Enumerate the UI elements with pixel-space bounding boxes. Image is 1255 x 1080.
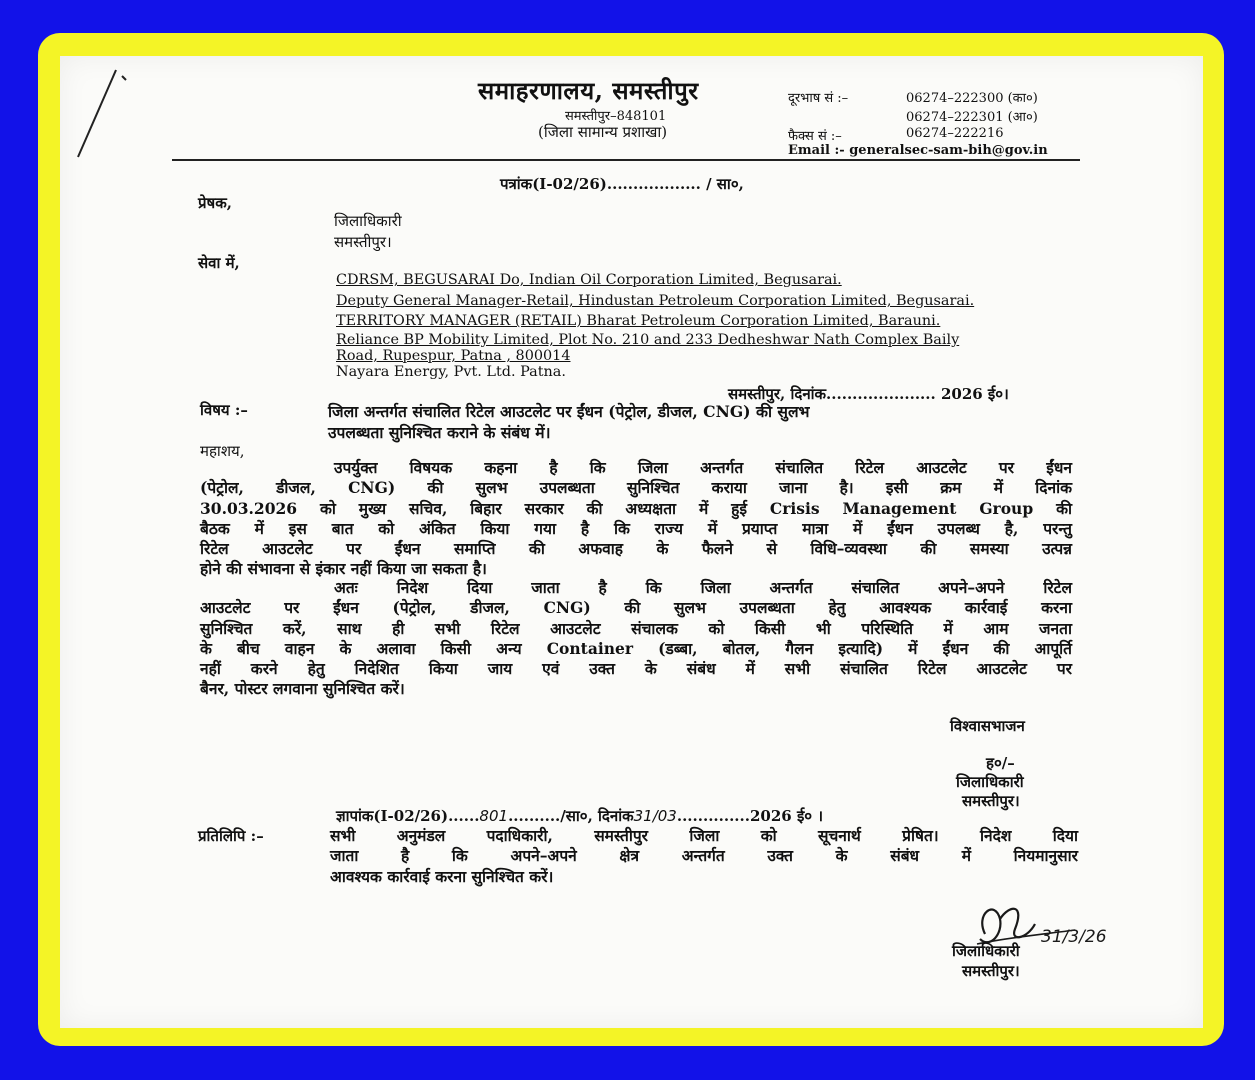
copy-label: प्रतिलिपि :–: [198, 827, 264, 845]
signature-date: 31/3/26: [1041, 927, 1107, 947]
office-branch: (जिला सामान्य प्रशाखा): [538, 123, 668, 141]
phone-label: दूरभाष सं :–: [788, 91, 849, 106]
paragraph-line: सुनिश्चित करें, साथ ही सभी रिटेल आउटलेट संचालक को किसी भी परिस्थिति में आम जनता: [200, 618, 1072, 638]
paragraph-line: अतः निदेश दिया जाता है कि जिला अन्तर्गत संचालित अपने–अपने रिटेल: [334, 578, 1072, 597]
paragraph-line: आउटलेट पर ईंधन (पेट्रोल, डीजल, CNG) की सुलभ उपलब्धता हेतु आवश्यक कार्रवाई करना: [200, 598, 1072, 618]
phone-office: 06274–222300 (का०): [906, 91, 1038, 106]
fax-number: 06274–222216: [906, 126, 1004, 141]
memo-ref-mid: ........../सा०, दिनांक: [508, 807, 634, 825]
letter-document: [60, 56, 1203, 1028]
paragraph-line: सभी अनुमंडल पदाधिकारी, समस्तीपुर जिला को सूचनार्थ प्रेषित। निदेश दिया: [330, 826, 1078, 845]
letter-date: समस्तीपुर, दिनांक..................... 2026 ई०।: [728, 385, 1009, 403]
recipient-line: Nayara Energy, Pvt. Ltd. Patna.: [336, 364, 566, 380]
paragraph-line: रिटेल आउटलेट पर ईंधन समाप्ति की अफवाह के फैलने से विधि–व्यवस्था की समस्या उत्पन्न: [200, 539, 1072, 559]
signatory-designation: जिलाधिकारी: [956, 773, 1024, 791]
signatory-place: समस्तीपुर।: [962, 792, 1020, 810]
recipient-label: सेवा में,: [198, 254, 240, 272]
copy-paragraph: [330, 826, 1078, 887]
recipient-line: CDRSM, BEGUSARAI Do, Indian Oil Corporation Limited, Begusarai.: [336, 272, 842, 288]
paragraph-line: बैनर, पोस्टर लगवाना सुनिश्चित करें।: [200, 679, 405, 699]
memo-signatory-designation: जिलाधिकारी: [952, 942, 1020, 960]
header-divider: [172, 159, 1080, 161]
memo-ref-end: ..............2026 ई० ।: [676, 807, 824, 825]
paragraph-line: उपर्युक्त विषयक कहना है कि जिला अन्तर्गत संचालित रिटेल आउटलेट पर ईंधन: [334, 458, 1072, 477]
recipient-line: TERRITORY MANAGER (RETAIL) Bharat Petroleum Corporation Limited, Barauni.: [336, 313, 941, 329]
paragraph-line: नहीं करने हेतु निदेशित किया जाय एवं उक्त के संबंध में सभी संचालित रिटेल आउटलेट पर: [200, 659, 1072, 679]
subject-line: जिला अन्तर्गत संचालित रिटेल आउटलेट पर ईंधन (पेट्रोल, डीजल, CNG) की सुलभ: [328, 402, 810, 421]
memo-ref-prefix: ज्ञापांक(I-02/26)......: [336, 807, 480, 825]
memo-signatory-place: समस्तीपुर।: [962, 962, 1020, 980]
memo-ref-number: 801: [479, 807, 509, 825]
paragraph-line: (पेट्रोल, डीजल, CNG) की सुलभ उपलब्धता सुनिश्चित कराया जाना है। इसी क्रम में दिनांक: [200, 478, 1072, 498]
paragraph-line: होने की संभावना से इंकार नहीं किया जा सकता है।: [200, 559, 487, 579]
office-email: Email :- generalsec-sam-bih@gov.in: [788, 143, 1048, 158]
paragraph-line: जाता है कि अपने–अपने क्षेत्र अन्तर्गत उक्त के संबंध में नियमानुसार: [330, 846, 1078, 866]
sender-place: समस्तीपुर।: [334, 233, 392, 251]
signed-mark: ह०/–: [986, 754, 1015, 772]
sender-label: प्रेषक,: [198, 194, 232, 212]
subject-label: विषय :–: [200, 401, 248, 419]
recipient-line: Reliance BP Mobility Limited, Plot No. 210 and 233 Dedheshwar Nath Complex Baily: [336, 332, 960, 348]
fax-label: फैक्स सं :–: [788, 129, 842, 144]
pen-stroke-mark: [68, 62, 128, 162]
paragraph-line: 30.03.2026 को मुख्य सचिव, बिहार सरकार की अध्यक्षता में हुई Crisis Management Group की: [200, 498, 1072, 518]
letter-reference: पत्रांक(I-02/26).................. / सा०,: [500, 175, 744, 193]
sender-designation: जिलाधिकारी: [334, 212, 402, 230]
memo-ref-date: 31/03: [633, 807, 677, 825]
body-paragraph-2: [200, 578, 1072, 700]
recipient-line: Road, Rupespur, Patna , 800014: [336, 348, 571, 364]
phone-residence: 06274–222301 (आ०): [906, 110, 1038, 125]
memo-reference: [336, 806, 823, 826]
subject-line: उपलब्धता सुनिश्चित कराने के संबंध में।: [328, 423, 551, 442]
office-address: समस्तीपुर–848101: [565, 109, 667, 124]
body-paragraph-1: [200, 458, 1072, 580]
paragraph-line: के बीच वाहन के अलावा किसी अन्य Container (डब्बा, बोतल, गैलन इत्यादि) में ईंधन की आपूर्ति: [200, 638, 1072, 658]
office-title: समाहरणालय, समस्तीपुर: [478, 76, 699, 105]
paragraph-line: बैठक में इस बात को अंकित किया गया है कि राज्य में प्रयाप्त मात्रा में ईंधन उपलब्ध है, परन्तु: [200, 518, 1072, 538]
salutation: महाशय,: [200, 442, 245, 460]
paragraph-line: आवश्यक कार्रवाई करना सुनिश्चित करें।: [330, 866, 554, 886]
closing-phrase: विश्वासभाजन: [950, 717, 1025, 735]
recipient-line: Deputy General Manager-Retail, Hindustan Petroleum Corporation Limited, Begusarai.: [336, 293, 975, 309]
